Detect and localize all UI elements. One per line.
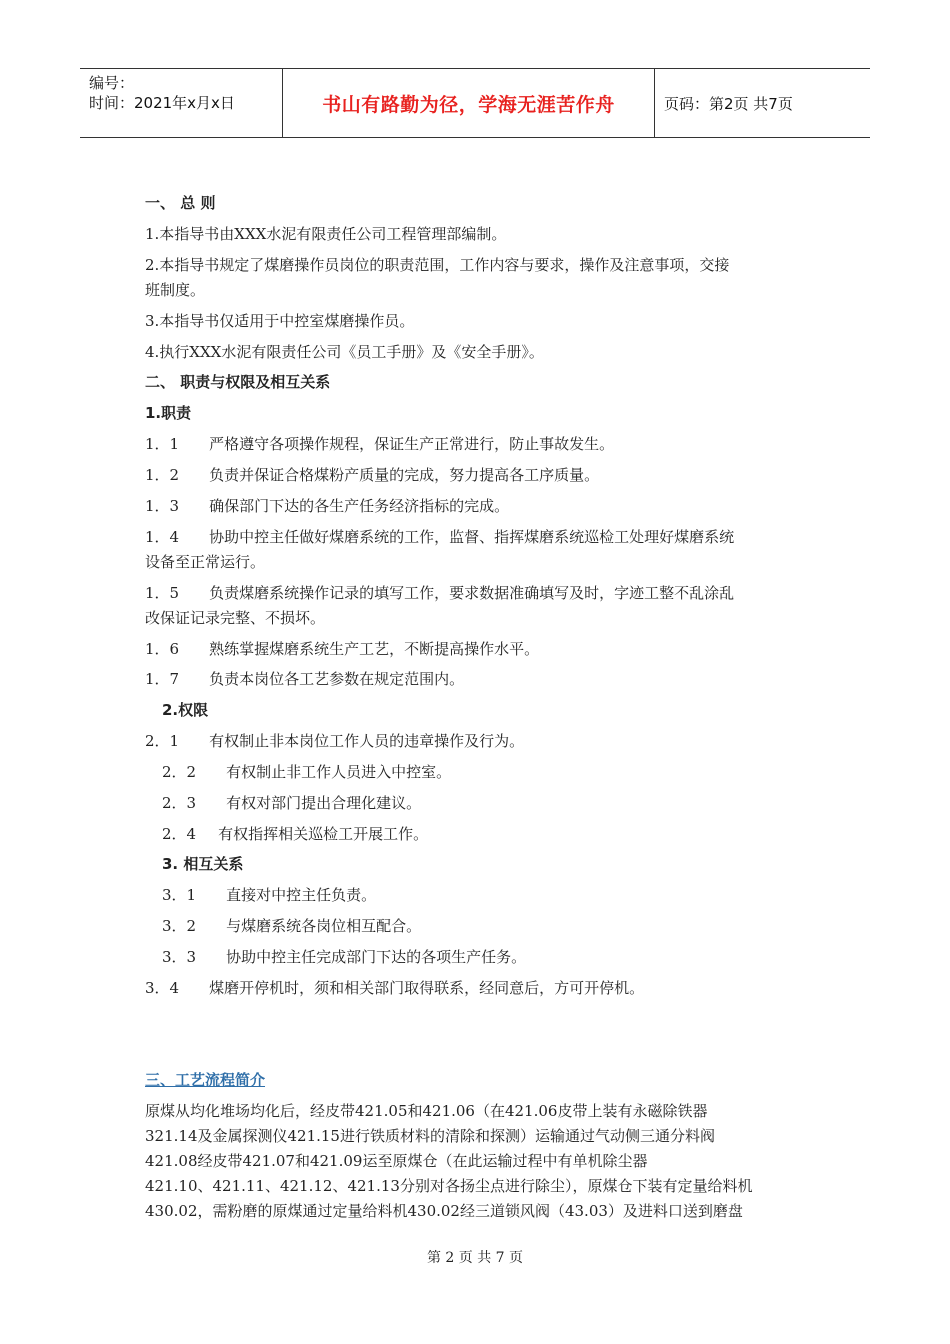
header-page-info: 页码：第2页 共7页: [664, 94, 793, 113]
section-1-para-1: 1.本指导书由XXX水泥有限责任公司工程管理部编制。: [145, 225, 507, 243]
item-number: 3．1: [162, 886, 197, 904]
duty-item-5-cont: 改保证记录完整、不损坏。: [145, 609, 326, 627]
item-number: 1．4: [145, 528, 180, 546]
section-1-title: 一、 总 则: [145, 194, 216, 212]
duty-item-3: [145, 496, 509, 516]
item-text: 有权对部门提出合理化建议。: [226, 794, 422, 812]
item-number: 1．1: [145, 435, 180, 453]
item-number: 1．2: [145, 466, 180, 484]
relations-item-2: [162, 916, 421, 936]
item-number: 1．3: [145, 497, 180, 515]
section-3-line-5: 430.02，需粉磨的原煤通过定量给料机430.02经三道锁风阀（43.03）及进料口送到磨盘: [145, 1202, 743, 1220]
item-text: 严格遵守各项操作规程，保证生产正常进行，防止事故发生。: [209, 435, 615, 453]
section-1-para-2a: 2.本指导书规定了煤磨操作员岗位的职责范围，工作内容与要求，操作及注意事项，交接: [145, 256, 730, 274]
item-number: 2．3: [162, 794, 197, 812]
relations-item-1: [162, 885, 376, 905]
header-meta-cell: [80, 69, 283, 137]
relations-item-3: [162, 947, 526, 967]
section-2-title: 二、 职责与权限及相互关系: [145, 373, 331, 391]
duty-title: 1.职责: [145, 404, 192, 422]
authority-item-1: [145, 731, 524, 751]
duty-item-7: [145, 669, 464, 689]
item-number: 1．5: [145, 584, 180, 602]
item-text: 有权制止非工作人员进入中控室。: [226, 763, 452, 781]
authority-item-2: [162, 762, 451, 782]
section-3-line-2: 321.14及金属探测仪421.15进行铁质材料的清除和探测）运输通过气动侧三通分料阀: [145, 1127, 715, 1145]
item-text: 负责本岗位各工艺参数在规定范围内。: [209, 670, 465, 688]
duty-item-1: [145, 434, 614, 454]
page-footer: 第 2 页 共 7 页: [426, 1250, 524, 1266]
section-3-line-1: 原煤从均化堆场均化后，经皮带421.05和421.06（在421.06皮带上装有永磁除铁器: [145, 1102, 708, 1120]
item-number: 3．4: [145, 979, 180, 997]
code-label: 编号：: [89, 74, 135, 92]
item-number: 3．3: [162, 948, 197, 966]
item-number: 3．2: [162, 917, 197, 935]
item-number: 1．7: [145, 670, 180, 688]
relations-item-4: [145, 978, 644, 998]
item-text: 协助中控主任完成部门下达的各项生产任务。: [226, 948, 527, 966]
item-number: 2．2: [162, 763, 197, 781]
item-text: 负责煤磨系统操作记录的填写工作，要求数据准确填写及时，字迹工整不乱涂乱: [209, 584, 735, 602]
item-number: 2．4: [162, 825, 197, 843]
section-3-line-4: 421.10、421.11、421.12、421.13分别对各扬尘点进行除尘），原煤仓下装有定量给料机: [145, 1177, 753, 1195]
authority-title: 2.权限: [162, 701, 209, 719]
section-1-para-4: 4.执行XXX水泥有限责任公司《员工手册》及《安全手册》。: [145, 343, 544, 361]
item-text: 负责并保证合格煤粉产质量的完成，努力提高各工序质量。: [209, 466, 600, 484]
item-text: 与煤磨系统各岗位相互配合。: [226, 917, 422, 935]
duty-item-6: [145, 639, 539, 659]
section-1-para-3: 3.本指导书仅适用于中控室煤磨操作员。: [145, 312, 415, 330]
section-3-line-3: 421.08经皮带421.07和421.09运至原煤仓（在此运输过程中有单机除尘器: [145, 1152, 648, 1170]
authority-item-4: [162, 824, 428, 844]
duty-item-2: [145, 465, 599, 485]
header-motto: 书山有路勤为径，学海无涯苦作舟: [283, 69, 655, 137]
relations-title: 3. 相互关系: [162, 855, 244, 873]
item-number: 1．6: [145, 640, 180, 658]
item-text: 熟练掌握煤磨系统生产工艺，不断提高操作水平。: [209, 640, 540, 658]
item-text: 有权指挥相关巡检工开展工作。: [218, 825, 429, 843]
section-1-para-2b: 班制度。: [145, 281, 206, 299]
duty-item-5: [145, 583, 734, 603]
item-text: 直接对中控主任负责。: [226, 886, 377, 904]
time-label: 时间：2021年x月x日: [89, 94, 235, 112]
item-text: 有权制止非本岗位工作人员的违章操作及行为。: [209, 732, 525, 750]
duty-item-4-cont: 设备至正常运行。: [145, 553, 266, 571]
duty-item-4: [145, 527, 734, 547]
item-text: 煤磨开停机时，须和相关部门取得联系，经同意后，方可开停机。: [209, 979, 645, 997]
section-3-title-link[interactable]: 三、工艺流程简介: [145, 1071, 266, 1089]
header-table: [80, 68, 870, 138]
item-number: 2．1: [145, 732, 180, 750]
item-text: 协助中控主任做好煤磨系统的工作，监督、指挥煤磨系统巡检工处理好煤磨系统: [209, 528, 735, 546]
authority-item-3: [162, 793, 421, 813]
item-text: 确保部门下达的各生产任务经济指标的完成。: [209, 497, 510, 515]
